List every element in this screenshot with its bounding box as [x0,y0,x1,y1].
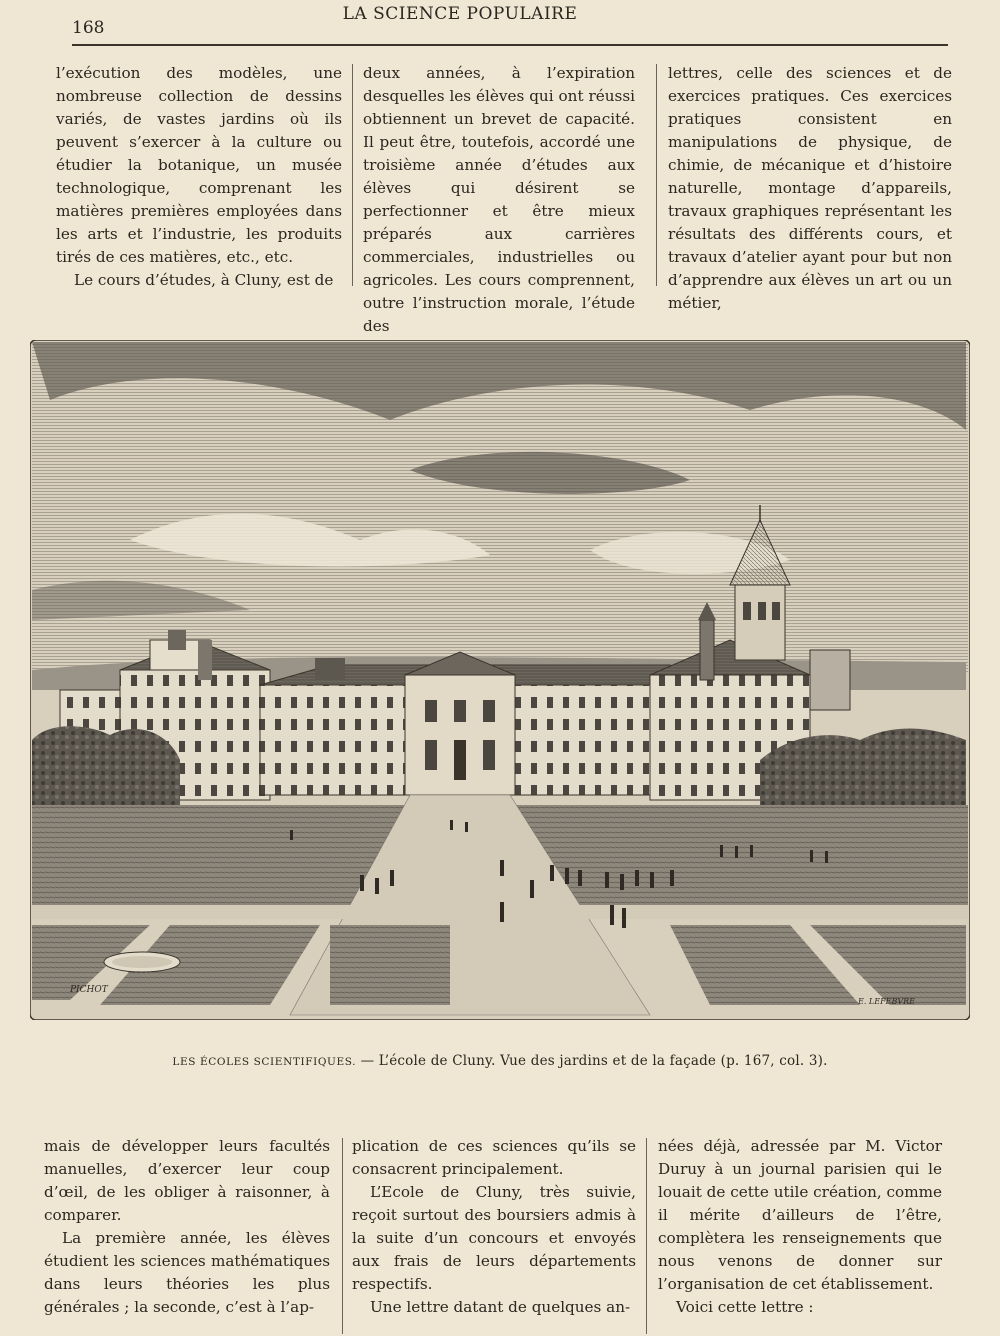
top-column-1 [56,62,342,292]
journal-title: LA SCIENCE POPULAIRE [342,4,578,24]
paragraph: Une lettre datant de quelques an- [370,1298,631,1316]
bottom-column-1 [44,1135,330,1319]
top-column-3 [668,62,952,315]
top-column-2 [363,62,635,338]
column-divider [352,64,353,286]
column-divider [646,1138,647,1334]
page-number: 168 [72,18,105,38]
paragraph: deux années, à l’expiration desquelles les élèves qui ont réussi obtiennent un brevet de capacité. Il peut être, toutefois, accordé une troisième année d’études aux élèves qui désirent se perfectionner et être mieux préparés aux carrières commerciales, industrielles ou agricoles. Les cours comprennent, outre l’instruction morale, l’étude des [363,64,635,335]
bottom-column-3 [658,1135,942,1319]
engraving-cluny-school [30,340,970,1020]
paragraph: nées déjà, adressée par M. Victor Duruy à un journal parisien qui le louait de cette utile création, comme il mérite d’ailleurs de l’être, complètera les renseignements que nous venons de donner sur l’organisation de cet établissement. [658,1137,942,1293]
header-rule [72,44,948,46]
engraving-image [30,340,970,1020]
paragraph: La première année, les élèves étudient les sciences mathématiques dans leurs théories les plus générales ; la seconde, c’est à l’ap- [44,1229,330,1316]
engraver-signature-left: PICHOT [70,985,108,995]
paragraph: L’Ecole de Cluny, très suivie, reçoit surtout des boursiers admis à la suite d’un concours et envoyés aux frais de leurs départements respectifs. [352,1183,636,1293]
caption-section-label: LES ÉCOLES SCIENTIFIQUES. [172,1056,357,1068]
paragraph: lettres, celle des sciences et de exercices pratiques. Ces exercices pratiques consistent en manipulations de physique, de chimie, de mécanique et d’histoire naturelle, montage d’appareils, travaux graphiques représentant les résultats des différents cours, et travaux d’atelier ayant pour but non d’apprendre aux élèves un art ou un métier, [668,64,952,312]
paragraph: Voici cette lettre : [676,1298,814,1316]
paragraph: mais de développer leurs facultés manuelles, d’exercer leur coup d’œil, de les obliger à raisonner, à comparer. [44,1137,330,1224]
bottom-column-2 [352,1135,636,1319]
caption-text: — L’école de Cluny. Vue des jardins et de la façade (p. 167, col. 3). [356,1053,828,1069]
paragraph: l’exécution des modèles, une nombreuse collection de dessins variés, de vastes jardins où ils peuvent s’exercer à la culture ou étudier la botanique, un musée technologique, comprenant les matières premières employées dans les arts et l’industrie, les produits tirés de ces matières, etc., etc. [56,64,342,266]
illustration-caption [0,1053,1000,1069]
column-divider [656,64,657,286]
column-divider [342,1138,343,1334]
paragraph: Le cours d’études, à Cluny, est de [74,271,334,289]
paragraph: plication de ces sciences qu’ils se consacrent principalement. [352,1137,636,1178]
engraver-signature-right: E. LEFEBVRE [858,997,915,1006]
